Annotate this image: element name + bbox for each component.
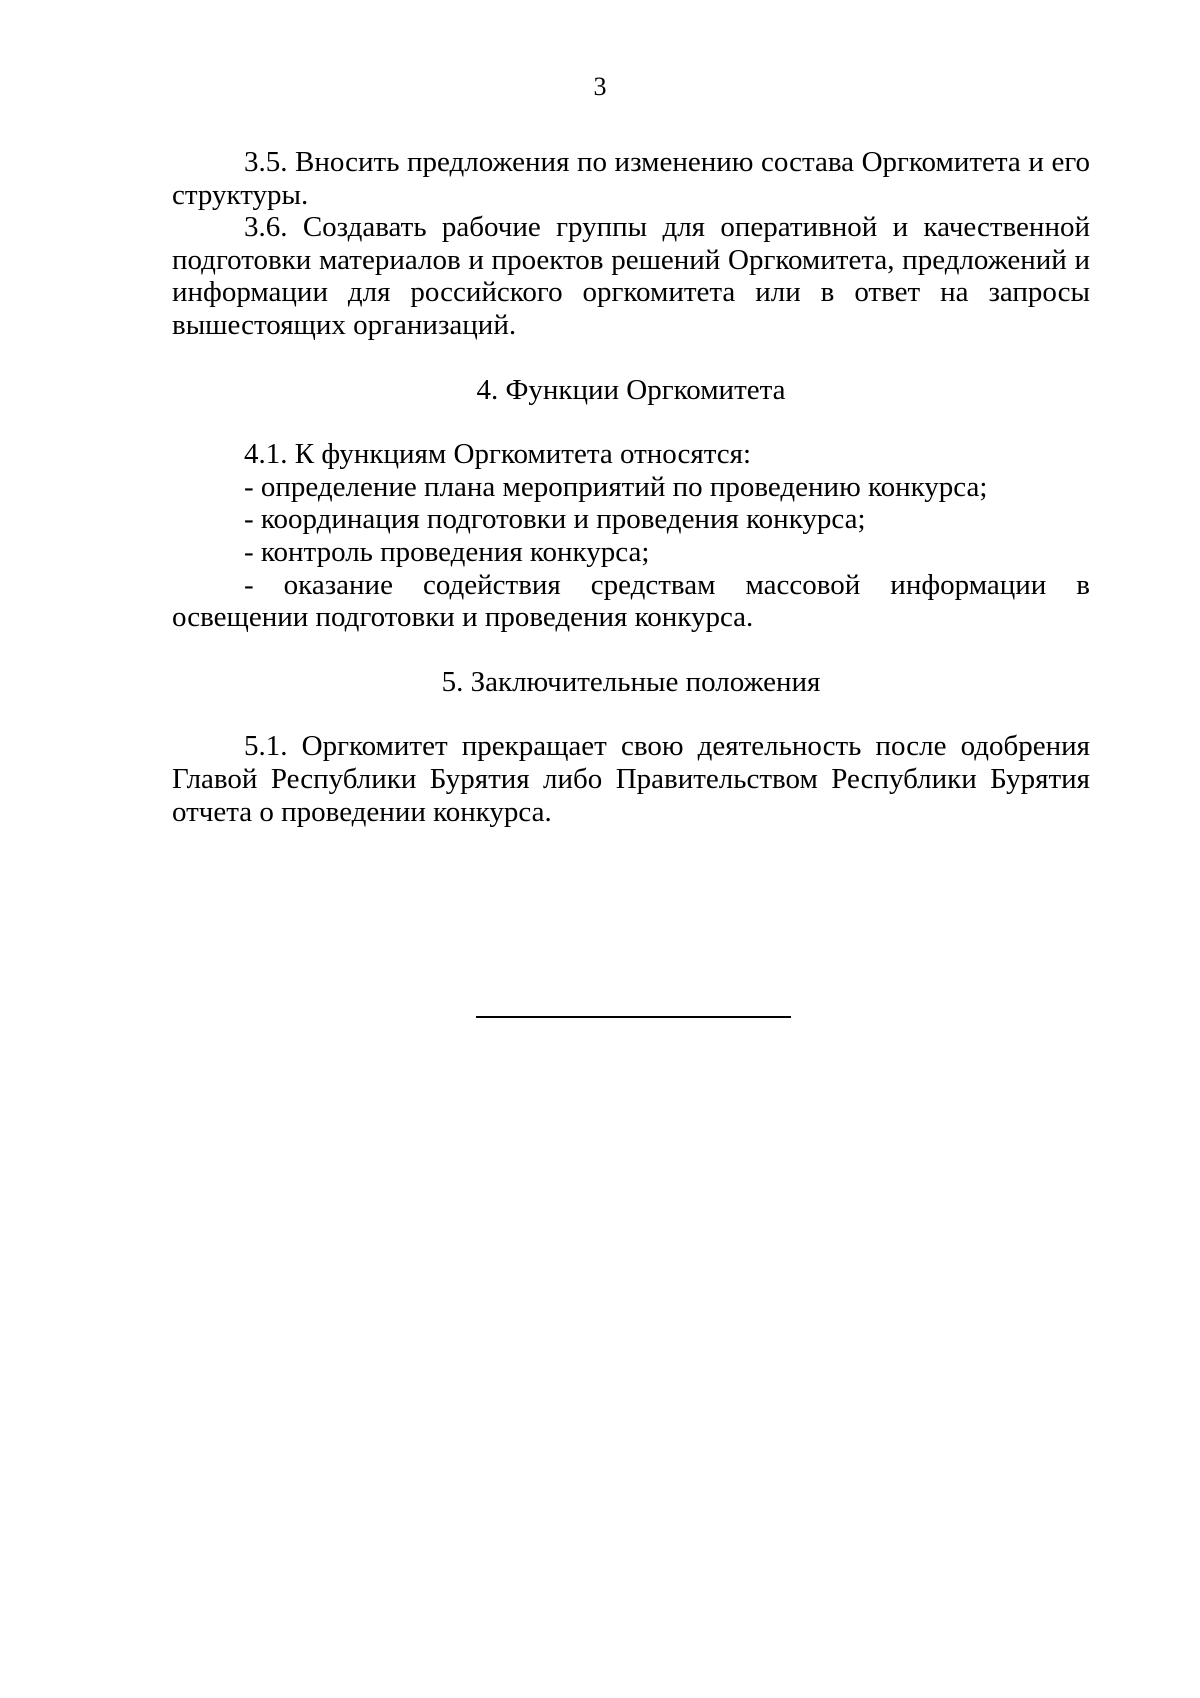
page-number: 3 xyxy=(593,72,607,101)
list-item: - оказание содействия средствам массовой информации в освещении подготовки и проведения конкурса. xyxy=(172,568,1090,634)
section-5-heading: 5. Заключительные положения xyxy=(441,665,821,698)
paragraph-3-5: 3.5. Вносить предложения по изменению состава Оргкомитета и его структуры. xyxy=(172,146,1090,211)
paragraph-5-1: 5.1. Оргкомитет прекращает свою деятельность после одобрения Главой Республики Бурятия либо Правительством Республики Бурятия отчета о проведении конкурса. xyxy=(172,730,1090,828)
section-4-heading: 4. Функции Оргкомитета xyxy=(476,373,786,406)
paragraph-4-1: 4.1. К функциям Оргкомитета относятся: xyxy=(244,438,752,471)
list-item: - определение плана мероприятий по проведению конкурса; xyxy=(244,470,988,503)
end-of-document-rule xyxy=(476,1016,791,1018)
list-item: - координация подготовки и проведения конкурса; xyxy=(244,503,866,536)
paragraph-3-6: 3.6. Создавать рабочие группы для оперативной и качественной подготовки материалов и проектов решений Оргкомитета, предложений и информации для российского оргкомитета или в ответ на запросы вышестоящих организаций. xyxy=(172,211,1090,341)
document-body xyxy=(172,146,1090,828)
list-item: - контроль проведения конкурса; xyxy=(244,535,650,568)
